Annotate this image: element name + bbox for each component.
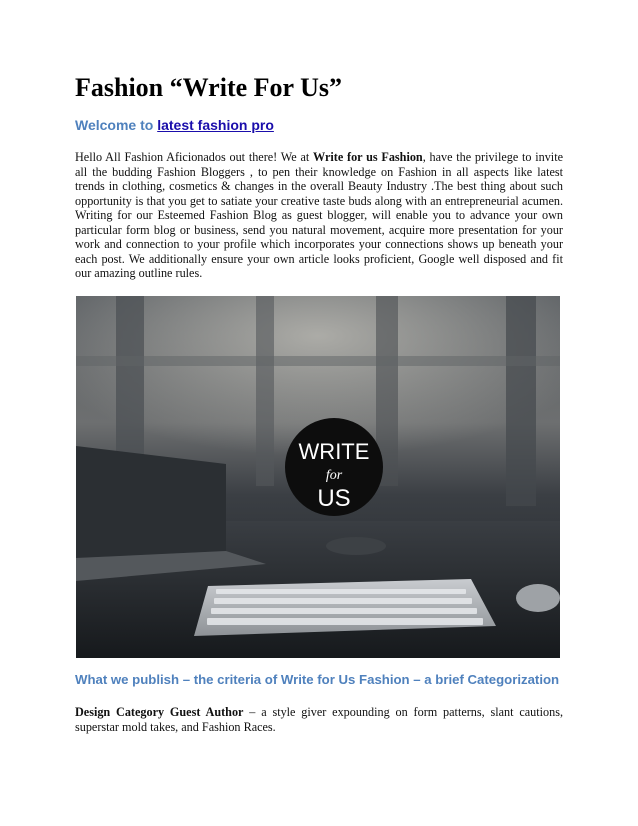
page-title: Fashion “Write For Us” bbox=[75, 73, 342, 102]
category-text: – a style giver expounding on form patterns, slant cautions, superstar mold takes, and Fashion Races. bbox=[75, 705, 564, 734]
intro-bold-site-name: Write for us Fashion bbox=[313, 150, 423, 164]
badge-write: WRITE bbox=[298, 439, 370, 464]
latest-fashion-pro-link[interactable]: latest fashion pro bbox=[157, 117, 274, 133]
badge-for: for bbox=[325, 468, 343, 483]
badge-us: US bbox=[317, 485, 351, 512]
intro-paragraph bbox=[75, 150, 563, 281]
welcome-prefix: Welcome to bbox=[75, 117, 158, 133]
intro-text-2: , have the privilege to invite all the budding Fashion Bloggers , to pen their knowledge on Fashion in all aspects like latest trends in clothing, cosmetics & changes in the overall Beauty Industry .The best thing about such opportunity is that you get to satiate your creative taste buds along with an entrepreneurial acumen. Writing for our Esteemed Fashion Blog as guest blogger, will enable you to advance your own particular form blog or business, send you natural movement, acquire more presentation for your work and connection to your profile which incorporates your connections shows up beneath your each post. We additionally ensure your own article looks proficient, Google well disposed and fit our amazing outline rules. bbox=[75, 150, 563, 280]
category-label: Design Category Guest Author bbox=[75, 705, 244, 719]
hero-image bbox=[76, 296, 560, 658]
welcome-line bbox=[75, 117, 274, 133]
intro-text-1: Hello All Fashion Aficionados out there! We at bbox=[75, 150, 314, 164]
section-heading: What we publish – the criteria of Write for Us Fashion – a brief Categorization bbox=[75, 672, 560, 687]
category-paragraph bbox=[75, 705, 563, 735]
